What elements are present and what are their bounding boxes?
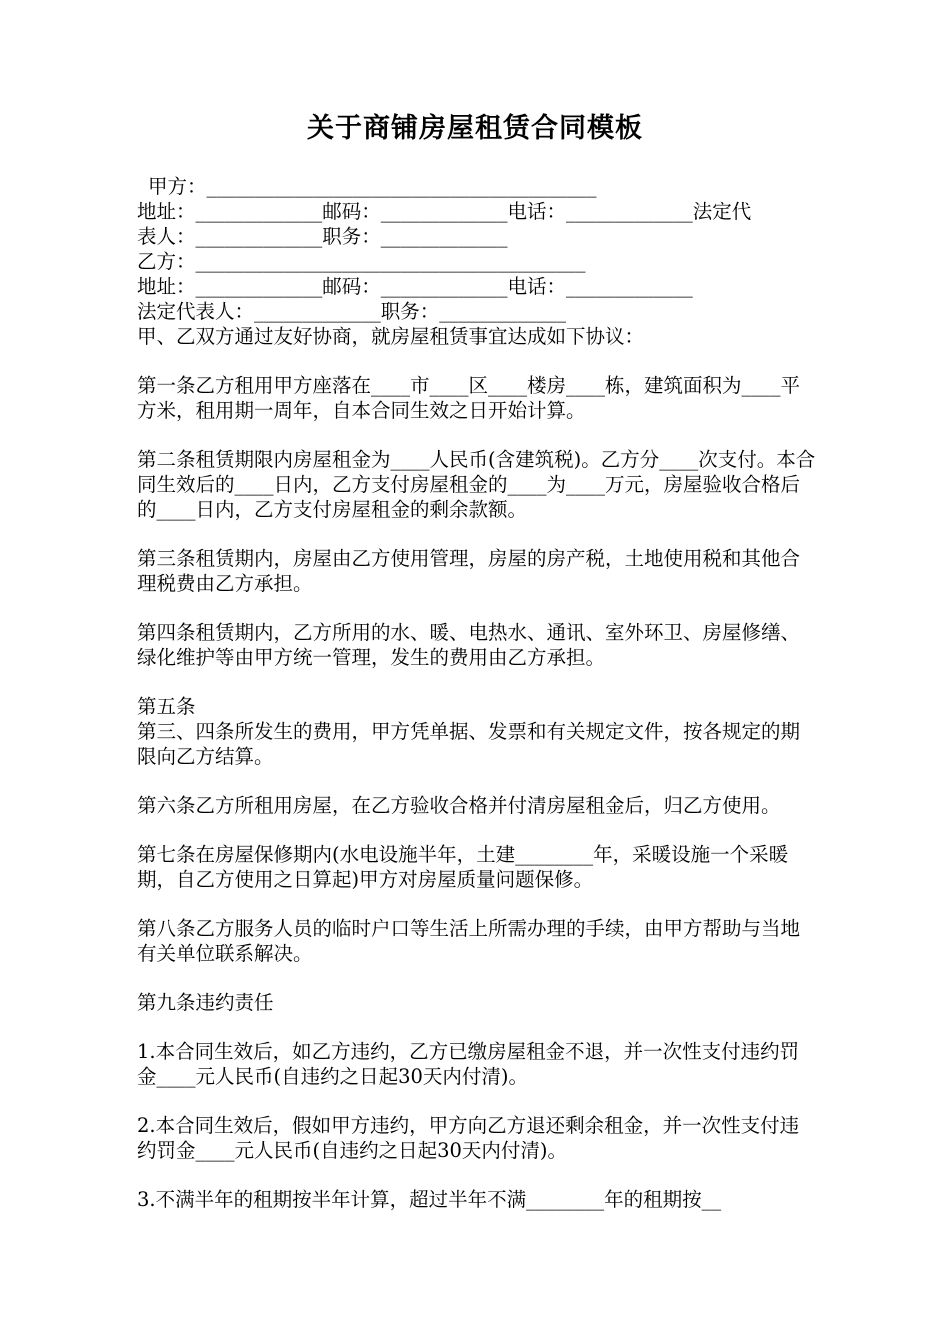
penalty-item-1: 1.本合同生效后，如乙方违约，乙方已缴房屋租金不退，并一次性支付违约罚金____元人民币(自违约之日起30天内付清)。 [137, 1040, 800, 1088]
article-1: 第一条乙方租用甲方座落在____市____区____楼房____栋，建筑面积为____平方米，租用期一周年，自本合同生效之日开始计算。 [137, 374, 801, 422]
article-3: 第三条租赁期内，房屋由乙方使用管理，房屋的房产税，土地使用税和其他合理税费由乙方承担。 [137, 547, 801, 595]
article-9-heading: 第九条违约责任 [137, 991, 274, 1014]
article-8: 第八条乙方服务人员的临时户口等生活上所需办理的手续，由甲方帮助与当地有关单位联系解决。 [137, 917, 801, 965]
party-a-address-line: 地址：_____________邮码：_____________电话：_____________法定代 [137, 200, 752, 223]
article-5: 第三、四条所发生的费用，甲方凭单据、发票和有关规定文件，按各规定的期限向乙方结算。 [137, 720, 801, 768]
penalty-item-2: 2.本合同生效后，假如甲方违约，甲方向乙方退还剩余租金，并一次性支付违约罚金____元人民币(自违约之日起30天内付清)。 [137, 1114, 800, 1162]
penalty-item-3: 3.不满半年的租期按半年计算，超过半年不满________年的租期按__ [137, 1188, 722, 1211]
party-a-representative-line: 表人：_____________职务：_____________ [137, 225, 508, 248]
article-2: 第二条租赁期限内房屋租金为____人民币(含建筑税)。乙方分____次支付。本合同生效后的____日内，乙方支付房屋租金的____为____万元，房屋验收合格后的____日内，乙方支付房屋租金的剩余款额。 [137, 448, 816, 521]
article-6: 第六条乙方所租用房屋，在乙方验收合格并付清房屋租金后，归乙方使用。 [137, 794, 781, 817]
party-b-representative-line: 法定代表人：_____________职务：_____________ [137, 300, 567, 323]
document-title: 关于商铺房屋租赁合同模板 [307, 113, 643, 144]
party-b-address-line: 地址：_____________邮码：_____________电话：_____________ [137, 275, 693, 298]
article-4: 第四条租赁期内，乙方所用的水、暖、电热水、通讯、室外环卫、房屋修缮、绿化维护等由甲方统一管理，发生的费用由乙方承担。 [137, 621, 801, 669]
intro-paragraph: 甲、乙双方通过友好协商，就房屋租赁事宜达成如下协议： [137, 325, 645, 348]
party-b-name-line: 乙方：________________________________________ [137, 250, 586, 273]
document-body [137, 174, 817, 1212]
article-7: 第七条在房屋保修期内(水电设施半年，土建________年，采暖设施一个采暖期，自乙方使用之日算起)甲方对房屋质量问题保修。 [137, 843, 789, 891]
article-5-heading: 第五条 [137, 695, 196, 718]
party-a-name-line: 甲方：________________________________________ [148, 175, 597, 198]
